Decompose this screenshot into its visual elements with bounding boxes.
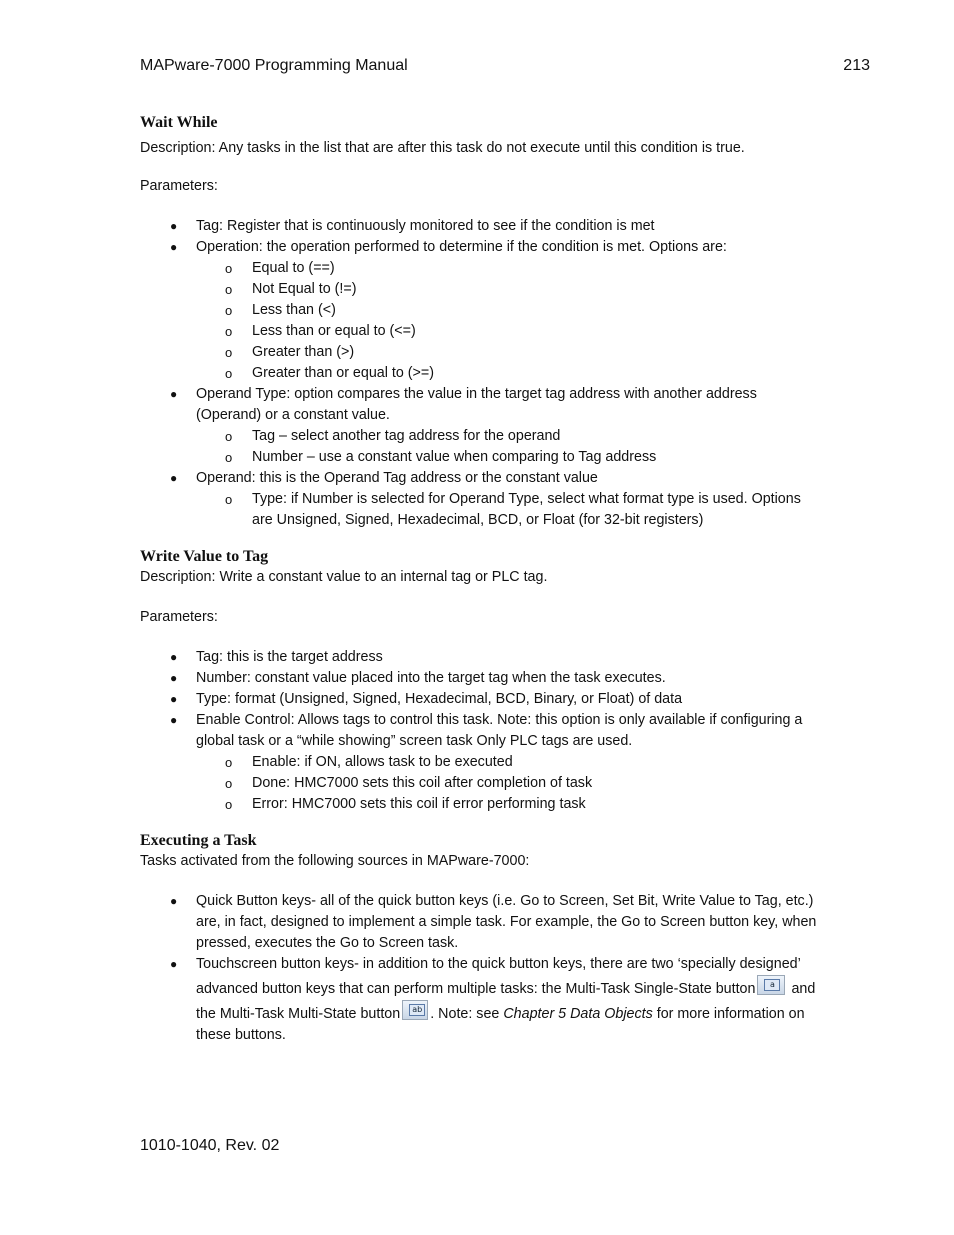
write-value-heading: Write Value to Tag bbox=[140, 548, 269, 565]
icon-label: a bbox=[764, 979, 780, 991]
option-text: Enable: if ON, allows task to be executed bbox=[252, 754, 513, 770]
param-tag: Tag: Register that is continuously monitored to see if the condition is met bbox=[196, 218, 655, 234]
item-text: Enable Control: Allows tags to control this task. Note: this option is only available if configuring a global task or a “while showing” screen task Only PLC tags are used. bbox=[196, 712, 803, 749]
item-text: Number: constant value placed into the target tag when the task executes. bbox=[196, 670, 666, 686]
executing-task-heading: Executing a Task bbox=[140, 832, 257, 849]
list-item: ● Operand: this is the Operand Tag address or the constant value o Type: if Number is selected for Operand Type, select what format type is used. Options are Unsigned, Signed, Hexadecimal, BCD, or Float (for 32-bit registers) bbox=[140, 468, 820, 531]
operation-options bbox=[196, 258, 820, 384]
option-text: Less than or equal to (<=) bbox=[252, 323, 416, 339]
list-item: o Equal to (==) bbox=[225, 260, 335, 276]
list-item: ● Number: constant value placed into the target tag when the task executes. bbox=[170, 670, 666, 686]
item-text: Tag: this is the target address bbox=[196, 649, 383, 665]
option-text: Number – use a constant value when comparing to Tag address bbox=[252, 449, 657, 465]
page-footer: 1010-1040, Rev. 02 bbox=[140, 1137, 280, 1154]
param-operand: Operand: this is the Operand Tag address or the constant value bbox=[196, 470, 598, 486]
item-text: . Note: see bbox=[430, 1006, 504, 1022]
operand-type-options bbox=[196, 426, 820, 468]
item-text: Quick Button keys- all of the quick button keys (i.e. Go to Screen, Set Bit, Write Value to Tag, etc.) are, in fact, designed to implement a simple task. For example, the Go to Screen button key, when pressed, executes the Go to Screen task. bbox=[196, 893, 817, 951]
item-text: for more information on these buttons. bbox=[196, 1006, 805, 1043]
item-text: Type: format (Unsigned, Signed, Hexadecimal, BCD, Binary, or Float) of data bbox=[196, 691, 683, 707]
page-header bbox=[140, 57, 870, 79]
multi-task-multi-state-button-icon bbox=[402, 1000, 428, 1020]
operand-options bbox=[196, 489, 820, 531]
option-text: Greater than (>) bbox=[252, 344, 355, 360]
manual-title: MAPware-7000 Programming Manual bbox=[140, 57, 408, 74]
list-item: o Number – use a constant value when comparing to Tag address bbox=[225, 449, 657, 465]
list-item: ● Operand Type: option compares the value in the target tag address with another address (Operand) or a constant value. o Tag – select another tag address for the operand o Number – use a constant value when comparing to Tag address bbox=[140, 384, 820, 468]
write-value-params-label: Parameters: bbox=[140, 609, 218, 625]
option-text: Tag – select another tag address for the operand bbox=[252, 428, 561, 444]
wait-while-params-list bbox=[140, 216, 820, 531]
option-text: Type: if Number is selected for Operand Type, select what format type is used. Options are Unsigned, Signed, Hexadecimal, BCD, or Float (for 32-bit registers) bbox=[252, 491, 801, 528]
wait-while-params-label: Parameters: bbox=[140, 178, 218, 194]
option-text: Done: HMC7000 sets this coil after completion of task bbox=[252, 775, 593, 791]
page-number: 213 bbox=[843, 57, 870, 74]
wait-while-heading: Wait While bbox=[140, 114, 218, 131]
write-value-params-list bbox=[140, 647, 820, 815]
list-item: ● Quick Button keys- all of the quick button keys (i.e. Go to Screen, Set Bit, Write Value to Tag, etc.) are, in fact, designed to implement a simple task. For example, the Go to Screen button key, when pressed, executes the Go to Screen task. bbox=[170, 893, 817, 951]
enable-control-options bbox=[196, 752, 820, 815]
document-body bbox=[140, 112, 820, 1046]
list-item: o Error: HMC7000 sets this coil if error performing task bbox=[225, 796, 586, 812]
list-item: o Less than or equal to (<=) bbox=[225, 323, 416, 339]
option-text: Greater than or equal to (>=) bbox=[252, 365, 434, 381]
list-item: o Enable: if ON, allows task to be executed bbox=[225, 754, 513, 770]
param-operation: Operation: the operation performed to determine if the condition is met. Options are: bbox=[196, 239, 727, 255]
list-item: ● Tag: Register that is continuously monitored to see if the condition is met bbox=[170, 218, 655, 234]
list-item: o Greater than or equal to (>=) bbox=[225, 365, 434, 381]
list-item: o Type: if Number is selected for Operand Type, select what format type is used. Options are Unsigned, Signed, Hexadecimal, BCD, or Float (for 32-bit registers) bbox=[225, 491, 801, 528]
list-item: ● Tag: this is the target address bbox=[170, 649, 383, 665]
executing-task-list bbox=[140, 891, 820, 1046]
list-item: o Less than (<) bbox=[225, 302, 336, 318]
icon-label: ab bbox=[409, 1004, 425, 1016]
list-item: ● Enable Control: Allows tags to control this task. Note: this option is only available if configuring a global task or a “while showing” screen task Only PLC tags are used. o Enable: if ON, allows task to be executed o Done: HMC7000 sets this coil after completion of task o Error: HMC7000 sets this coil if error performing task bbox=[140, 710, 820, 815]
list-item: o Tag – select another tag address for the operand bbox=[225, 428, 561, 444]
list-item: o Not Equal to (!=) bbox=[225, 281, 357, 297]
list-item: ● Operation: the operation performed to determine if the condition is met. Options are: o Equal to (==) o Not Equal to (!=) o Less than (<) o Less than or equal to (<=) o Greater than (>) o Greater than or equal to (>=) bbox=[140, 237, 820, 384]
item-text: Touchscreen button keys- in addition to the quick button keys, there are two ‘specially designed’ advanced button keys that can perform multiple tasks: the Multi-Task Single-State button bbox=[196, 956, 801, 997]
write-value-description: Description: Write a constant value to an internal tag or PLC tag. bbox=[140, 569, 548, 585]
param-operand-type: Operand Type: option compares the value in the target tag address with another address (Operand) or a constant value. bbox=[196, 386, 757, 423]
item-text: and the Multi-Task Multi-State button bbox=[196, 981, 816, 1022]
option-text: Error: HMC7000 sets this coil if error performing task bbox=[252, 796, 586, 812]
option-text: Less than (<) bbox=[252, 302, 336, 318]
option-text: Not Equal to (!=) bbox=[252, 281, 357, 297]
multi-task-single-state-button-icon bbox=[757, 975, 785, 995]
list-item: o Greater than (>) bbox=[225, 344, 355, 360]
list-item: o Done: HMC7000 sets this coil after completion of task bbox=[225, 775, 593, 791]
wait-while-description: Description: Any tasks in the list that are after this task do not execute until this condition is true. bbox=[140, 140, 745, 156]
option-text: Equal to (==) bbox=[252, 260, 335, 276]
chapter-reference: Chapter 5 Data Objects bbox=[503, 1006, 653, 1022]
list-item: ● Touchscreen button keys- in addition to the quick button keys, there are two ‘specially designed’ advanced button keys that can perform multiple tasks: the Multi-Task Single-State button a and the Multi-Task Multi-State button ab . Note: see Chapter 5 Data Objects for more information on these buttons. bbox=[170, 956, 816, 1043]
executing-task-description: Tasks activated from the following sources in MAPware-7000: bbox=[140, 853, 530, 869]
list-item: ● Type: format (Unsigned, Signed, Hexadecimal, BCD, Binary, or Float) of data bbox=[170, 691, 683, 707]
